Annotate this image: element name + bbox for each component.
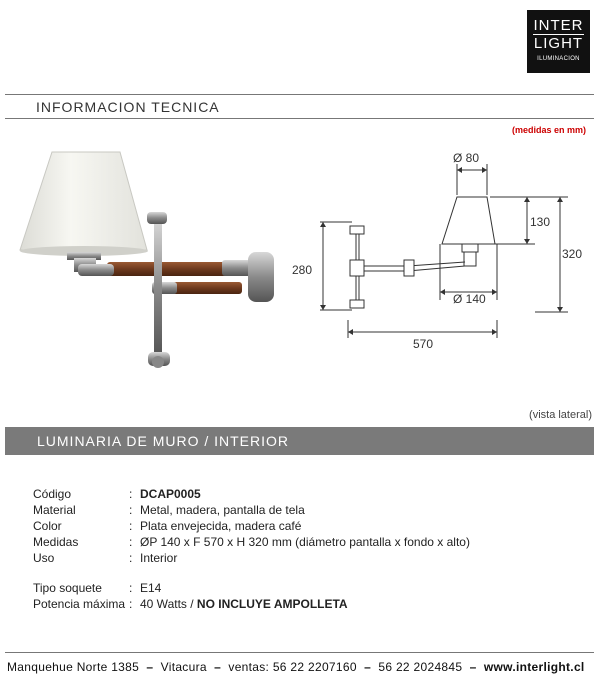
logo-line-3: ILUMINACION [537,56,580,62]
footer-dash: – [214,660,222,674]
spec-value: Metal, madera, pantalla de tela [140,503,305,517]
spec-label: Color [33,519,62,533]
spec-separator: : [129,551,133,565]
top-divider [5,94,594,95]
spec-label: Código [33,487,72,501]
technical-drawing [290,140,595,355]
spec-separator: : [129,581,133,595]
logo-line-1: INTER [533,17,584,34]
spec-value: Plata envejecida, madera café [140,519,302,533]
footer-dash: – [364,660,372,674]
dim-shade-bottom: Ø 140 [453,292,486,306]
footer [7,660,585,674]
title-underline [5,118,594,119]
spec-separator: : [129,487,133,501]
dim-shade-height: 130 [530,215,551,229]
spec-value-code: DCAP0005 [140,487,201,501]
section-title: INFORMACION TECNICA [36,99,220,115]
spec-value: ØP 140 x F 570 x H 320 mm (diámetro pantalla x fondo x alto) [140,535,470,549]
spec-label: Potencia máxima [33,597,126,611]
category-title: LUMINARIA DE MURO / INTERIOR [37,433,290,449]
dim-mount-height: 280 [292,263,313,277]
footer-dash: – [469,660,477,674]
category-band [5,427,594,455]
footer-sales-phone: ventas: 56 22 2207160 [228,660,357,674]
view-label: (vista lateral) [529,409,592,421]
brand-logo [527,10,590,73]
spec-separator: : [129,519,133,533]
spec-value: Interior [140,551,178,565]
footer-address: Manquehue Norte 1385 [7,660,140,674]
units-note: (medidas en mm) [511,125,586,135]
dim-shade-top: Ø 80 [453,151,480,165]
product-photo [12,140,282,380]
logo-line-2: LIGHT [533,35,584,52]
footer-phone-2: 56 22 2024845 [378,660,463,674]
power-warning: NO INCLUYE AMPOLLETA [196,597,348,611]
power-watts: 40 Watts [140,597,187,611]
footer-website-link[interactable]: www.interlight.cl [483,660,585,674]
spec-label: Tipo soquete [33,581,102,595]
footer-divider [5,652,594,653]
spec-label: Uso [33,551,55,565]
dim-total-height: 320 [562,247,583,261]
spec-value: E14 [140,581,162,595]
spec-label: Medidas [33,535,79,549]
spec-separator: : [129,503,133,517]
spec-value-power [140,596,348,612]
spec-label: Material [33,503,76,517]
spec-separator: : [129,597,133,611]
spec-separator: : [129,535,133,549]
footer-city: Vitacura [160,660,207,674]
footer-dash: – [146,660,154,674]
dim-depth: 570 [413,337,434,351]
power-slash: / [186,597,197,611]
